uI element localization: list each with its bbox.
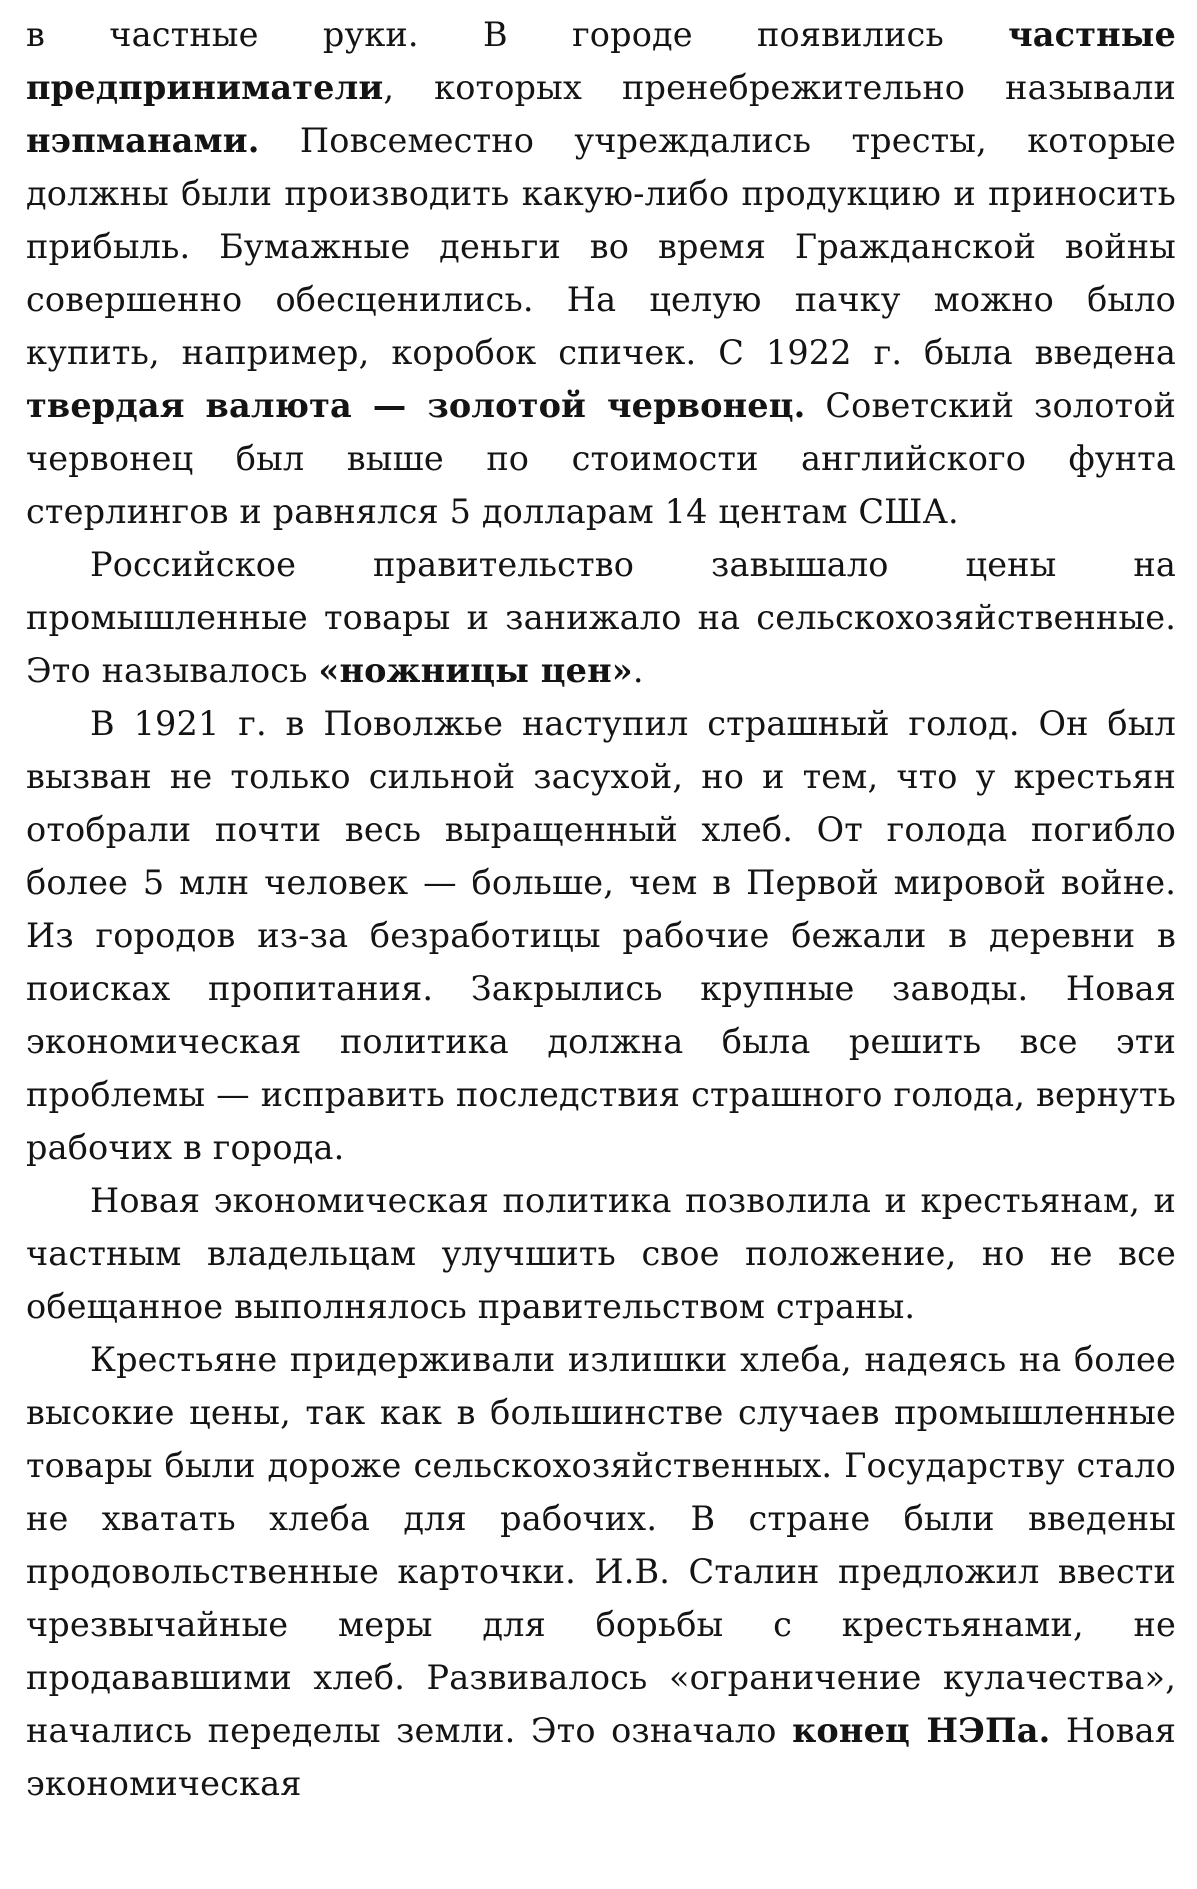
bold-term: нэпманами. xyxy=(26,121,260,160)
paragraph xyxy=(26,8,1176,538)
text-segment: , которых пренебрежительно называли xyxy=(383,68,1176,107)
bold-term: твердая валюта — золотой червонец. xyxy=(26,386,806,425)
paragraph xyxy=(26,1333,1176,1810)
text-segment: Повсеместно учреждались тресты, которые должны были производить какую-либо продукцию и приносить прибыль. Бумажные деньги во время Гражданской войны совершенно обесценились. На целую пачку можно было купить, например, коробок спичек. С 1922 г. была введена xyxy=(26,121,1176,372)
text-segment: Крестьяне придерживали излишки хлеба, надеясь на более высокие цены, так как в большинстве случаев промышленные товары были дороже сельскохозяйственных. Государству стало не хватать хлеба для рабочих. В стране были введены продовольственные карточки. И.В. Сталин предложил ввести чрезвычайные меры для борьбы с крестьянами, не продававшими хлеб. Развивалось «ограничение кулачества», начались переделы земли. Это означало xyxy=(26,1340,1176,1750)
paragraph xyxy=(26,1174,1176,1333)
paragraph xyxy=(26,697,1176,1174)
bold-term: «ножницы цен» xyxy=(318,651,633,690)
bold-term: конец НЭПа. xyxy=(792,1711,1051,1750)
text-segment: в частные руки. В городе появились xyxy=(26,15,1009,54)
text-segment: Новая экономическая xyxy=(26,1711,1176,1803)
document-page xyxy=(26,8,1176,1810)
text-segment: Российское правительство завышало цены на промышленные товары и занижало на сельскохозяйственные. Это называлось xyxy=(26,545,1176,690)
text-segment: В 1921 г. в Поволжье наступил страшный голод. Он был вызван не только сильной засухой, но и тем, что у крестьян отобрали почти весь выращенный хлеб. От голода погибло более 5 млн человек — больше, чем в Первой мировой войне. Из городов из-за безработицы рабочие бежали в деревни в поисках пропитания. Закрылись крупные заводы. Новая экономическая политика должна была решить все эти проблемы — исправить последствия страшного голода, вернуть рабочих в города. xyxy=(26,704,1176,1167)
paragraph xyxy=(26,538,1176,697)
text-segment: Советский золотой червонец был выше по стоимости английского фунта стерлингов и равнялся 5 долларам 14 центам США. xyxy=(26,386,1176,531)
text-segment: Новая экономическая политика позволила и крестьянам, и частным владельцам улучшить свое положение, но не все обещанное выполнялось правительством страны. xyxy=(26,1181,1176,1326)
bold-term: частные предприниматели xyxy=(26,15,1176,107)
text-segment: . xyxy=(632,651,644,690)
